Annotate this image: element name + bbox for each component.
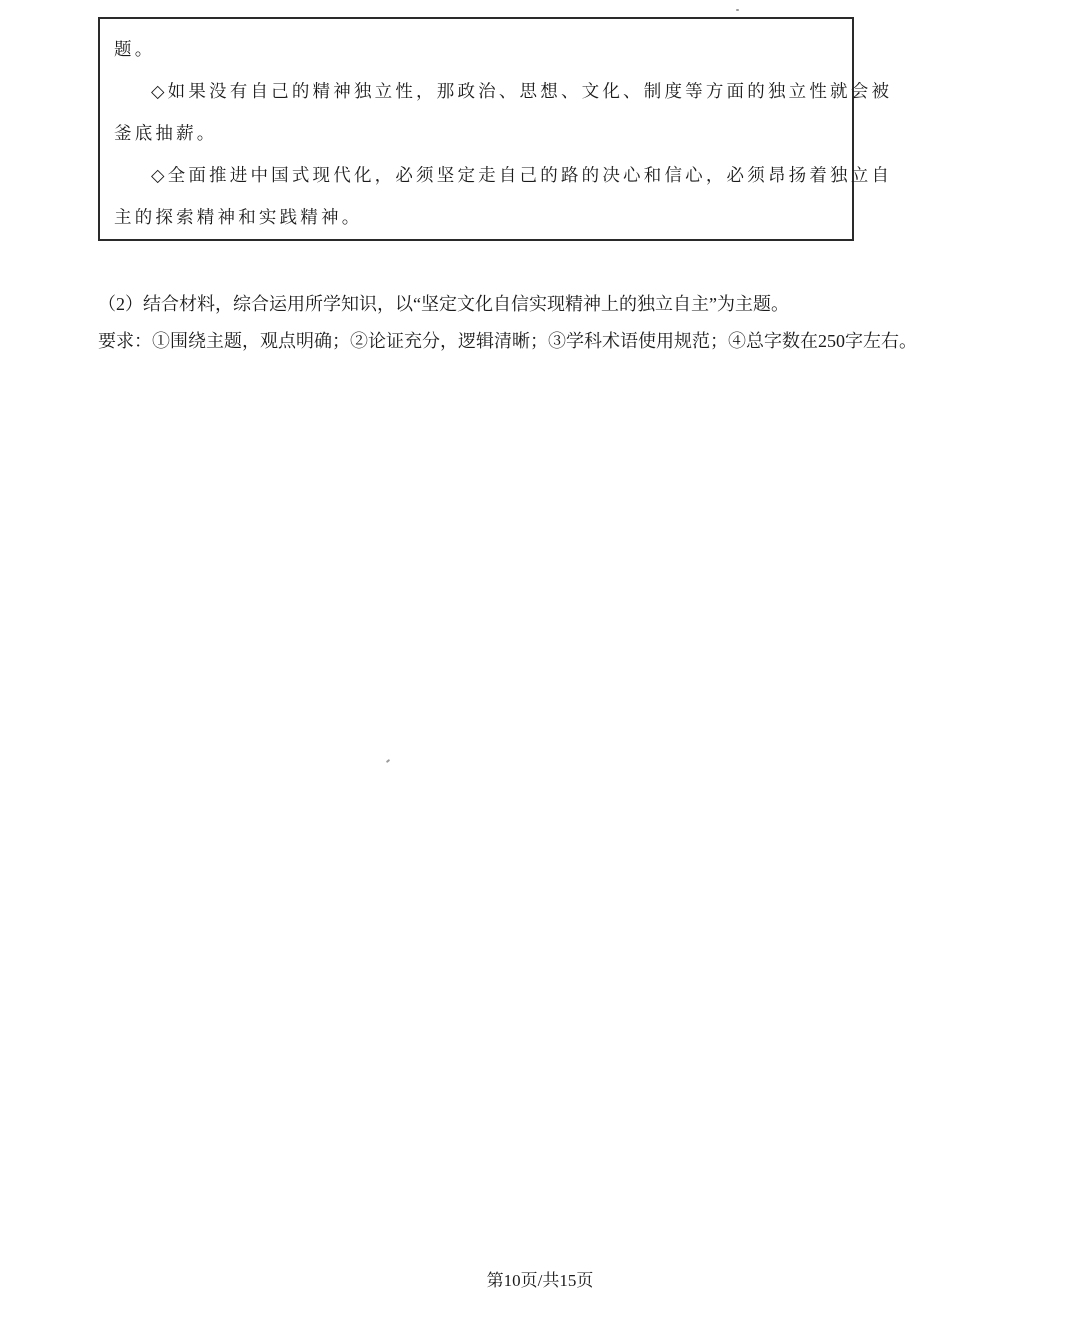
answer-area	[98, 372, 978, 1232]
scan-speck	[736, 9, 739, 11]
material-line: ◇全面推进中国式现代化，必须坚定走自己的路的决心和信心，必须昂扬着独立自	[151, 166, 893, 186]
material-line: 主的探索精神和实践精神。	[114, 208, 363, 228]
question-prompt: （2）结合材料，综合运用所学知识，以“坚定文化自信实现精神上的独立自主”为主题。	[98, 294, 789, 314]
material-excerpt-box	[98, 17, 893, 241]
material-line: 题。	[114, 40, 156, 60]
material-line: ◇如果没有自己的精神独立性，那政治、思想、文化、制度等方面的独立性就会被	[151, 82, 893, 102]
page-footer: 第10页/共15页	[486, 1271, 594, 1290]
material-line: 釜底抽薪。	[114, 124, 218, 144]
question-requirements: 要求：①围绕主题，观点明确；②论证充分，逻辑清晰；③学科术语使用规范；④总字数在250字左右。	[98, 331, 917, 351]
